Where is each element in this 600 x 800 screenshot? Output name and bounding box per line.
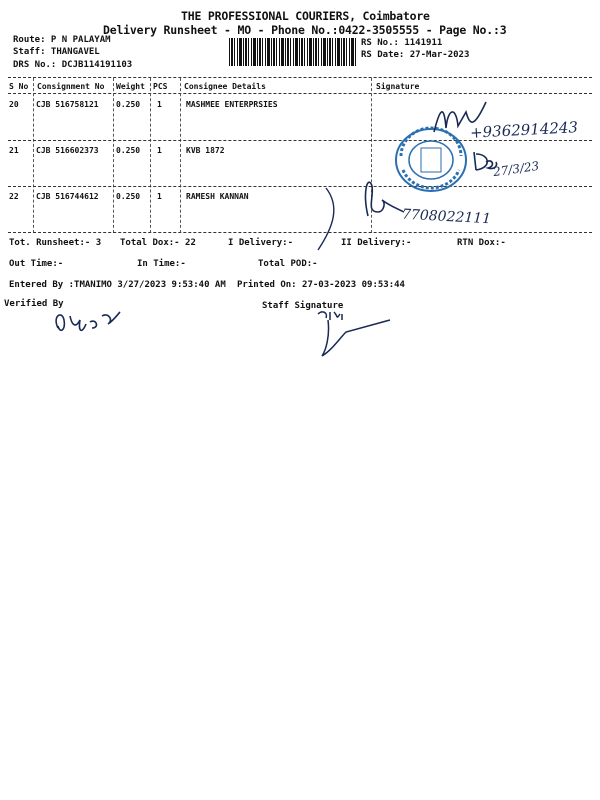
rs-number: RS No.: 1141911	[361, 38, 443, 48]
entered-by: Entered By :TMANIMO 3/27/2023 9:53:40 AM	[9, 280, 226, 290]
table-row-consignee: RAMESH KANNAN	[186, 192, 249, 201]
col-separator	[33, 78, 34, 233]
row-rule	[8, 140, 592, 141]
table-row-pcs: 1	[157, 146, 162, 155]
total-dox: Total Dox:- 22	[120, 238, 196, 248]
table-row-consignment: CJB 516758121	[36, 100, 99, 109]
printed-on: Printed On: 27-03-2023 09:53:44	[237, 280, 405, 290]
table-row-consignee: MASHMEE ENTERPRSIES	[186, 100, 278, 109]
row-rule	[8, 186, 592, 187]
drs-number: DRS No.: DCJB114191103	[13, 60, 133, 70]
table-row-sno: 21	[9, 146, 19, 155]
signature-row3	[360, 172, 406, 224]
staff-signature	[312, 306, 392, 358]
table-row-consignment: CJB 516602373	[36, 146, 99, 155]
i-delivery: I Delivery:-	[228, 238, 294, 248]
table-row-weight: 0.250	[116, 100, 141, 109]
table-row-sno: 22	[9, 192, 19, 201]
barcode	[229, 38, 357, 66]
total-pod: Total POD:-	[258, 259, 318, 269]
table-top-rule	[8, 77, 592, 78]
table-header-rule	[8, 93, 592, 94]
out-time: Out Time:-	[9, 259, 64, 269]
signature-row1	[430, 98, 490, 138]
table-row-weight: 0.250	[116, 192, 141, 201]
col-header-pcs: PCS	[153, 82, 168, 91]
verified-by-label: Verified By	[4, 299, 64, 309]
col-header-signature: Signature	[376, 82, 420, 91]
staff-signature-label: Staff Signature	[262, 301, 344, 311]
rtn-dox: RTN Dox:-	[457, 238, 506, 248]
handwritten-phone-2: 7708022111	[401, 206, 492, 228]
table-row-consignment: CJB 516744612	[36, 192, 99, 201]
signature-row2	[470, 148, 500, 174]
tot-runsheet: Tot. Runsheet:- 3	[9, 238, 102, 248]
col-header-consignee: Consignee Details	[184, 82, 266, 91]
table-row-consignee: KVB 1872	[186, 146, 225, 155]
col-separator	[150, 78, 151, 233]
document-title: THE PROFESSIONAL COURIERS, Coimbatore	[181, 9, 430, 23]
route-label: Route: P N PALAYAM	[13, 35, 111, 45]
verified-by-signature	[52, 306, 122, 336]
handwritten-date-note: 27/3/23	[492, 158, 541, 180]
table-row-sno: 20	[9, 100, 19, 109]
col-header-weight: Weight	[116, 82, 145, 91]
staff-label: Staff: THANGAVEL	[13, 47, 100, 57]
table-row-pcs: 1	[157, 100, 162, 109]
col-separator	[180, 78, 181, 233]
rs-date: RS Date: 27-Mar-2023	[361, 50, 470, 60]
col-header-consignment: Consignment No	[37, 82, 105, 91]
col-separator	[113, 78, 114, 233]
ii-delivery: II Delivery:-	[341, 238, 412, 248]
table-row-weight: 0.250	[116, 146, 141, 155]
table-row-pcs: 1	[157, 192, 162, 201]
table-bottom-rule	[8, 232, 592, 233]
document-subtitle: Delivery Runsheet - MO - Phone No.:0422-3505555 - Page No.:3	[103, 23, 507, 37]
handwritten-phone-1: +9362914243	[469, 118, 579, 142]
signature-stroke	[312, 186, 342, 252]
in-time: In Time:-	[137, 259, 186, 269]
col-header-sno: S No	[9, 82, 29, 91]
